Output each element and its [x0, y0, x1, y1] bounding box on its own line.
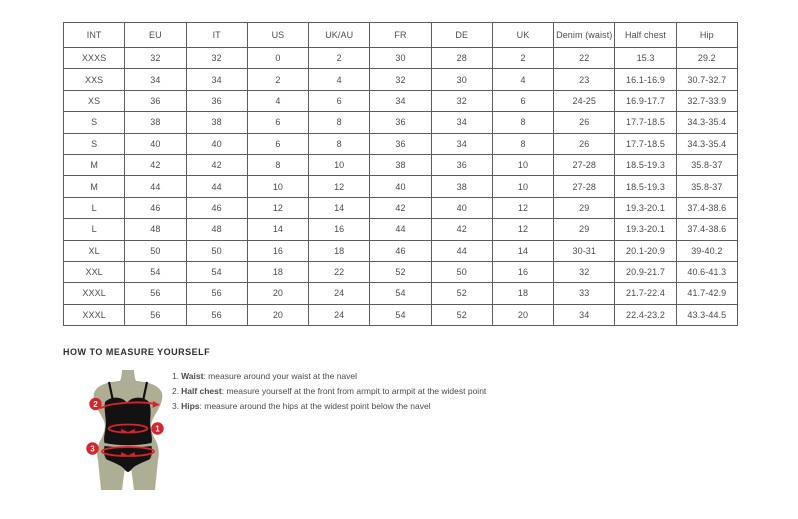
size-cell: 44 — [370, 219, 431, 240]
size-row — [64, 283, 738, 304]
size-cell: 29 — [554, 219, 615, 240]
size-cell: 44 — [125, 176, 186, 197]
size-cell: 32.7-33.9 — [676, 90, 737, 111]
size-cell: 42 — [370, 197, 431, 218]
size-cell: 38 — [125, 112, 186, 133]
size-cell: 39-40.2 — [676, 240, 737, 261]
size-cell: 34.3-35.4 — [676, 112, 737, 133]
step-text: : measure around the hips at the widest point below the navel — [199, 401, 431, 411]
size-cell: 32 — [125, 48, 186, 69]
size-cell: 54 — [370, 283, 431, 304]
size-cell: 34 — [186, 69, 247, 90]
size-cell: 36 — [370, 133, 431, 154]
size-cell: 8 — [309, 133, 370, 154]
size-cell: XXS — [64, 69, 125, 90]
size-cell: 36 — [431, 154, 492, 175]
size-cell: 20 — [247, 304, 308, 325]
size-cell: 48 — [125, 219, 186, 240]
size-cell: 8 — [247, 154, 308, 175]
size-cell: S — [64, 112, 125, 133]
size-cell: 56 — [125, 283, 186, 304]
size-cell: 32 — [186, 48, 247, 69]
step-label: Waist — [181, 371, 204, 381]
size-cell: 33 — [554, 283, 615, 304]
size-cell: 8 — [492, 133, 553, 154]
size-cell: 8 — [309, 112, 370, 133]
size-cell: M — [64, 154, 125, 175]
size-cell: 10 — [492, 176, 553, 197]
size-cell: 12 — [309, 176, 370, 197]
size-cell: 44 — [431, 240, 492, 261]
size-cell: XS — [64, 90, 125, 111]
size-cell: 38 — [370, 154, 431, 175]
size-cell: 41.7-42.9 — [676, 283, 737, 304]
size-cell: 29 — [554, 197, 615, 218]
size-cell: 18 — [492, 283, 553, 304]
size-cell: 6 — [492, 90, 553, 111]
measure-steps — [172, 372, 486, 417]
size-cell: 42 — [125, 154, 186, 175]
chest-badge-number: 2 — [93, 400, 98, 409]
column-header: Denim (waist) — [554, 23, 615, 48]
size-row — [64, 219, 738, 240]
size-cell: 22.4-23.2 — [615, 304, 676, 325]
size-table — [63, 22, 738, 326]
size-cell: XL — [64, 240, 125, 261]
size-cell: 56 — [186, 283, 247, 304]
size-cell: 16 — [247, 240, 308, 261]
size-cell: 38 — [186, 112, 247, 133]
size-row — [64, 304, 738, 325]
size-cell: 50 — [431, 261, 492, 282]
size-cell: 10 — [247, 176, 308, 197]
size-cell: 0 — [247, 48, 308, 69]
size-cell: 8 — [492, 112, 553, 133]
size-cell: 35.8-37 — [676, 154, 737, 175]
size-cell: 35.8-37 — [676, 176, 737, 197]
size-cell: 12 — [247, 197, 308, 218]
column-header: DE — [431, 23, 492, 48]
measure-heading: HOW TO MEASURE YOURSELF — [63, 347, 211, 357]
size-cell: 34 — [431, 133, 492, 154]
size-cell: M — [64, 176, 125, 197]
size-cell: 30-31 — [554, 240, 615, 261]
size-cell: 20.1-20.9 — [615, 240, 676, 261]
size-cell: 50 — [186, 240, 247, 261]
column-header: EU — [125, 23, 186, 48]
size-cell: 52 — [431, 304, 492, 325]
size-cell: 23 — [554, 69, 615, 90]
size-cell: 37.4-38.6 — [676, 197, 737, 218]
size-cell: 38 — [431, 176, 492, 197]
size-row — [64, 48, 738, 69]
header-row — [64, 23, 738, 48]
size-cell: 44 — [186, 176, 247, 197]
size-cell: 14 — [492, 240, 553, 261]
size-cell: 48 — [186, 219, 247, 240]
size-cell: 16 — [492, 261, 553, 282]
size-cell: 46 — [186, 197, 247, 218]
size-cell: 37.4-38.6 — [676, 219, 737, 240]
measurement-figure — [80, 368, 172, 494]
column-header: Hip — [676, 23, 737, 48]
column-header: UK — [492, 23, 553, 48]
size-cell: 50 — [125, 240, 186, 261]
size-row — [64, 197, 738, 218]
size-cell: 4 — [247, 90, 308, 111]
size-cell: 27-28 — [554, 176, 615, 197]
step-label: Hips — [181, 401, 200, 411]
size-cell: 34 — [125, 69, 186, 90]
size-cell: S — [64, 133, 125, 154]
size-cell: 18 — [247, 261, 308, 282]
size-cell: 15.3 — [615, 48, 676, 69]
size-cell: 54 — [186, 261, 247, 282]
size-cell: XXXS — [64, 48, 125, 69]
size-cell: 30.7-32.7 — [676, 69, 737, 90]
size-cell: 16.1-16.9 — [615, 69, 676, 90]
size-cell: 29.2 — [676, 48, 737, 69]
size-cell: 12 — [492, 197, 553, 218]
step-text: : measure around your waist at the navel — [203, 371, 358, 381]
size-cell: 20 — [247, 283, 308, 304]
size-cell: 26 — [554, 112, 615, 133]
size-cell: 12 — [492, 219, 553, 240]
size-cell: 43.3-44.5 — [676, 304, 737, 325]
size-cell: 6 — [309, 90, 370, 111]
size-row — [64, 133, 738, 154]
size-cell: 24 — [309, 304, 370, 325]
size-cell: L — [64, 197, 125, 218]
size-cell: 46 — [370, 240, 431, 261]
size-cell: 30 — [431, 69, 492, 90]
size-cell: 20 — [492, 304, 553, 325]
size-cell: XXXL — [64, 304, 125, 325]
size-cell: 36 — [370, 112, 431, 133]
size-table-head — [64, 23, 738, 48]
size-cell: 34.3-35.4 — [676, 133, 737, 154]
size-cell: 17.7-18.5 — [615, 112, 676, 133]
step-number: 1. — [172, 371, 180, 381]
size-cell: L — [64, 219, 125, 240]
size-row — [64, 69, 738, 90]
size-cell: 17.7-18.5 — [615, 133, 676, 154]
size-cell: 30 — [370, 48, 431, 69]
size-cell: 28 — [431, 48, 492, 69]
size-cell: 52 — [370, 261, 431, 282]
size-cell: 27-28 — [554, 154, 615, 175]
size-cell: 20.9-21.7 — [615, 261, 676, 282]
size-cell: 40 — [125, 133, 186, 154]
step-label: Half chest — [181, 386, 222, 396]
column-header: INT — [64, 23, 125, 48]
size-cell: 6 — [247, 112, 308, 133]
size-cell: 22 — [554, 48, 615, 69]
size-cell: 6 — [247, 133, 308, 154]
size-cell: 16 — [309, 219, 370, 240]
measure-step-waist — [172, 372, 486, 382]
size-cell: 16.9-17.7 — [615, 90, 676, 111]
size-cell: 40.6-41.3 — [676, 261, 737, 282]
size-cell: 10 — [492, 154, 553, 175]
step-number: 3. — [172, 401, 180, 411]
size-row — [64, 261, 738, 282]
measure-step-half-chest — [172, 387, 486, 397]
size-cell: 24 — [309, 283, 370, 304]
size-cell: 40 — [431, 197, 492, 218]
size-cell: 36 — [186, 90, 247, 111]
column-header: Half chest — [615, 23, 676, 48]
column-header: FR — [370, 23, 431, 48]
size-cell: 26 — [554, 133, 615, 154]
size-table-body — [64, 48, 738, 326]
size-cell: 34 — [370, 90, 431, 111]
size-row — [64, 176, 738, 197]
size-cell: 40 — [370, 176, 431, 197]
size-cell: 19.3-20.1 — [615, 219, 676, 240]
mannequin-illustration — [80, 368, 172, 494]
size-cell: 42 — [186, 154, 247, 175]
column-header: US — [247, 23, 308, 48]
size-row — [64, 112, 738, 133]
hips-badge-number: 3 — [90, 444, 95, 454]
size-cell: 34 — [554, 304, 615, 325]
size-cell: 52 — [431, 283, 492, 304]
size-cell: 34 — [431, 112, 492, 133]
size-row — [64, 90, 738, 111]
size-cell: 24-25 — [554, 90, 615, 111]
size-row — [64, 240, 738, 261]
size-cell: 32 — [370, 69, 431, 90]
column-header: UK/AU — [309, 23, 370, 48]
size-row — [64, 154, 738, 175]
step-text: : measure yourself at the front from armpit to armpit at the widest point — [221, 386, 487, 396]
size-cell: XXL — [64, 261, 125, 282]
size-cell: 4 — [492, 69, 553, 90]
size-cell: 56 — [125, 304, 186, 325]
waist-badge-number: 1 — [155, 424, 160, 434]
size-cell: 46 — [125, 197, 186, 218]
size-cell: 2 — [309, 48, 370, 69]
size-cell: 14 — [247, 219, 308, 240]
size-cell: 40 — [186, 133, 247, 154]
size-cell: 42 — [431, 219, 492, 240]
size-cell: 18 — [309, 240, 370, 261]
size-cell: XXXL — [64, 283, 125, 304]
size-cell: 14 — [309, 197, 370, 218]
column-header: IT — [186, 23, 247, 48]
size-cell: 21.7-22.4 — [615, 283, 676, 304]
size-cell: 32 — [431, 90, 492, 111]
step-number: 2. — [172, 386, 180, 396]
size-cell: 2 — [247, 69, 308, 90]
size-cell: 32 — [554, 261, 615, 282]
size-cell: 36 — [125, 90, 186, 111]
size-cell: 22 — [309, 261, 370, 282]
size-cell: 54 — [370, 304, 431, 325]
size-cell: 19.3-20.1 — [615, 197, 676, 218]
measure-step-hips — [172, 402, 486, 412]
size-cell: 18.5-19.3 — [615, 176, 676, 197]
size-cell: 10 — [309, 154, 370, 175]
size-cell: 54 — [125, 261, 186, 282]
size-cell: 18.5-19.3 — [615, 154, 676, 175]
size-cell: 2 — [492, 48, 553, 69]
size-cell: 4 — [309, 69, 370, 90]
size-cell: 56 — [186, 304, 247, 325]
